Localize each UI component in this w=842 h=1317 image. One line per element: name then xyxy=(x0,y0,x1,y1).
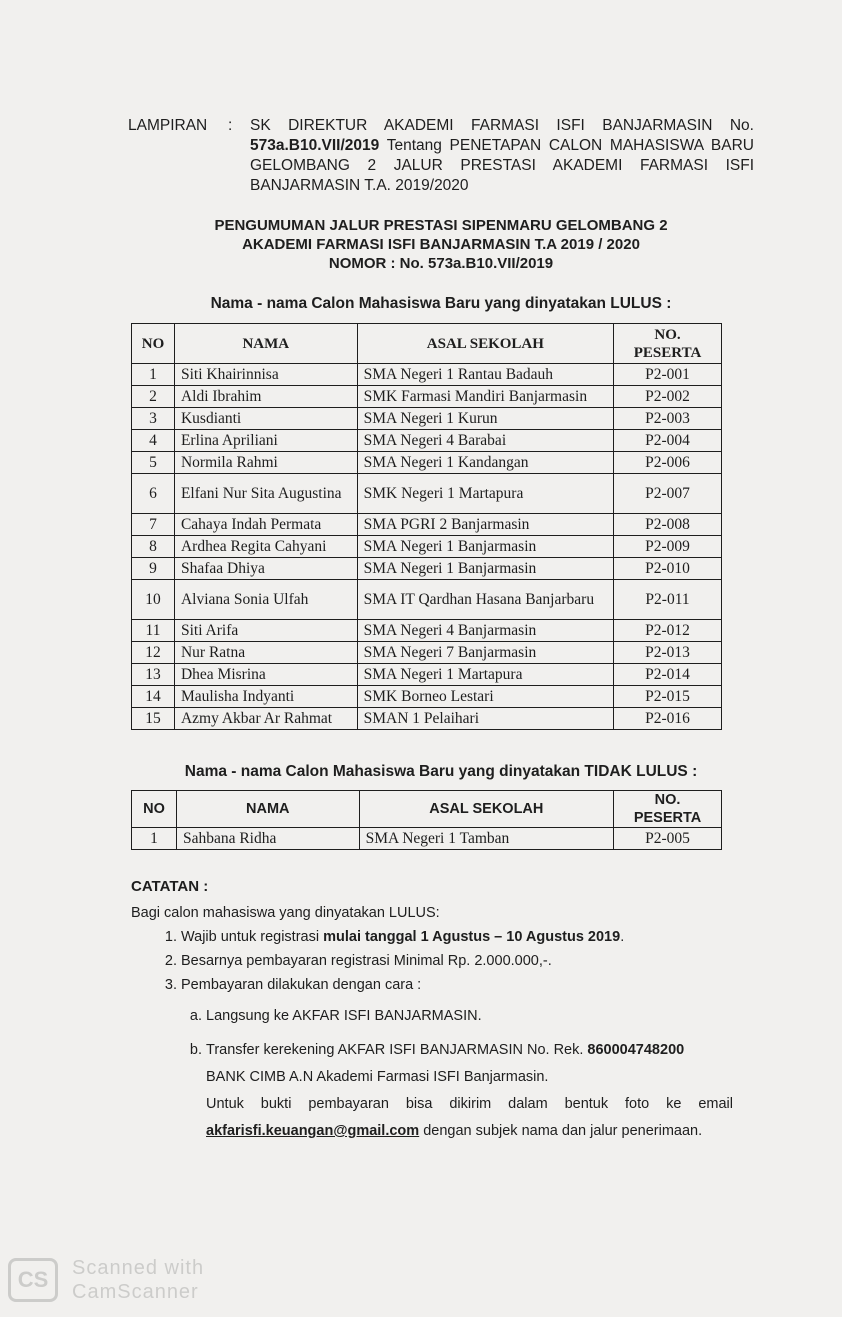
cell-sekolah: SMA IT Qardhan Hasana Banjarbaru xyxy=(357,580,613,620)
cell-no: 3 xyxy=(132,408,175,430)
table-row xyxy=(132,474,722,514)
col-header-no: NO xyxy=(132,791,177,828)
item3-text: Pembayaran dilakukan dengan cara : xyxy=(181,977,422,993)
cell-no: 7 xyxy=(132,514,175,536)
table-row xyxy=(132,408,722,430)
cell-sekolah: SMA PGRI 2 Banjarmasin xyxy=(357,514,613,536)
lampiran-text xyxy=(250,116,754,196)
cell-peserta: P2-012 xyxy=(614,620,722,642)
camscanner-logo: CS xyxy=(8,1258,58,1302)
watermark-line-2: CamScanner xyxy=(72,1281,199,1303)
item1-suffix: . xyxy=(620,929,625,945)
item1-prefix: Wajib untuk registrasi xyxy=(181,929,320,945)
cell-peserta: P2-002 xyxy=(614,386,722,408)
announcement-title xyxy=(128,216,754,273)
cell-sekolah: SMA Negeri 1 Banjarmasin xyxy=(357,536,613,558)
col-header-sekolah: ASAL SEKOLAH xyxy=(359,791,613,828)
cell-no: 5 xyxy=(132,452,175,474)
failed-heading: Nama - nama Calon Mahasiswa Baru yang dinyatakan TIDAK LULUS : xyxy=(184,763,698,780)
passed-heading: Nama - nama Calon Mahasiswa Baru yang dinyatakan LULUS : xyxy=(210,295,672,312)
watermark-text xyxy=(72,1256,204,1304)
cell-sekolah: SMK Farmasi Mandiri Banjarmasin xyxy=(357,386,613,408)
item1-dates: mulai tanggal 1 Agustus – 10 Agustus 2019 xyxy=(323,929,621,945)
table-row xyxy=(132,664,722,686)
cell-nama: Erlina Apriliani xyxy=(174,430,357,452)
notes-item-2: 2. Besarnya pembayaran registrasi Minimal Rp. 2.000.000,-. xyxy=(181,953,733,969)
cell-sekolah: SMA Negeri 4 Barabai xyxy=(357,430,613,452)
cell-peserta: P2-008 xyxy=(614,514,722,536)
cell-sekolah: SMK Negeri 1 Martapura xyxy=(357,474,613,514)
lampiran-number: 573a.B10.VII/2019 xyxy=(250,137,380,154)
payment-method-b xyxy=(206,1037,733,1145)
notes-intro: Bagi calon mahasiswa yang dinyatakan LULUS: xyxy=(131,905,440,921)
cell-sekolah: SMA Negeri 1 Kandangan xyxy=(357,452,613,474)
lampiran-text-1: SK DIREKTUR AKADEMI FARMASI ISFI BANJARMASIN No. xyxy=(250,117,754,134)
cell-no: 12 xyxy=(132,642,175,664)
cell-nama: Normila Rahmi xyxy=(174,452,357,474)
table-row xyxy=(132,686,722,708)
proof-instruction: Untuk bukti pembayaran bisa dikirim dalam bentuk foto ke email xyxy=(206,1096,733,1112)
cell-no: 15 xyxy=(132,708,175,730)
cell-nama: Shafaa Dhiya xyxy=(174,558,357,580)
cell-nama: Siti Arifa xyxy=(174,620,357,642)
title-line-2: AKADEMI FARMASI ISFI BANJARMASIN T.A 2019 / 2020 xyxy=(242,236,640,253)
cell-sekolah: SMA Negeri 4 Banjarmasin xyxy=(357,620,613,642)
table-row xyxy=(132,642,722,664)
lampiran-block xyxy=(128,116,754,196)
watermark-line-1: Scanned with xyxy=(72,1257,205,1279)
bank-name: BANK CIMB A.N Akademi Farmasi ISFI Banjarmasin. xyxy=(206,1069,549,1085)
col-header-nama: NAMA xyxy=(176,791,359,828)
table-row xyxy=(132,514,722,536)
table-row xyxy=(132,364,722,386)
col-header-peserta: NO. PESERTA xyxy=(614,324,722,364)
table-row xyxy=(132,558,722,580)
notes-item-3 xyxy=(181,977,733,1145)
cell-sekolah: SMAN 1 Pelaihari xyxy=(357,708,613,730)
cell-sekolah: SMA Negeri 1 Martapura xyxy=(357,664,613,686)
cell-sekolah: SMA Negeri 7 Banjarmasin xyxy=(357,642,613,664)
cell-nama: Ardhea Regita Cahyani xyxy=(174,536,357,558)
table-row xyxy=(132,452,722,474)
cell-nama: Kusdianti xyxy=(174,408,357,430)
cell-peserta: P2-007 xyxy=(614,474,722,514)
table-row xyxy=(132,708,722,730)
cell-nama: Aldi Ibrahim xyxy=(174,386,357,408)
col-header-nama: NAMA xyxy=(174,324,357,364)
notes-list xyxy=(131,929,733,1145)
email-link[interactable]: akfarisfi.keuangan@gmail.com xyxy=(206,1123,420,1139)
cell-nama: Maulisha Indyanti xyxy=(174,686,357,708)
cell-nama: Cahaya Indah Permata xyxy=(174,514,357,536)
cell-nama: Azmy Akbar Ar Rahmat xyxy=(174,708,357,730)
cell-peserta: P2-003 xyxy=(614,408,722,430)
lampiran-colon: : xyxy=(228,117,233,134)
cell-no: 11 xyxy=(132,620,175,642)
cell-peserta: P2-013 xyxy=(614,642,722,664)
cell-sekolah: SMA Negeri 1 Kurun xyxy=(357,408,613,430)
cell-nama: Dhea Misrina xyxy=(174,664,357,686)
cell-peserta: P2-011 xyxy=(614,580,722,620)
col-header-sekolah: ASAL SEKOLAH xyxy=(357,324,613,364)
table-row xyxy=(132,386,722,408)
cell-peserta: P2-009 xyxy=(614,536,722,558)
table-row xyxy=(132,536,722,558)
cell-nama: Alviana Sonia Ulfah xyxy=(174,580,357,620)
cell-no: 14 xyxy=(132,686,175,708)
cell-nama: Elfani Nur Sita Augustina xyxy=(174,474,357,514)
notes-section xyxy=(131,878,733,1153)
cell-sekolah: SMA Negeri 1 Rantau Badauh xyxy=(357,364,613,386)
cell-nama: Siti Khairinnisa xyxy=(174,364,357,386)
failed-table xyxy=(131,790,722,850)
table-row xyxy=(132,430,722,452)
cell-no: 8 xyxy=(132,536,175,558)
cell-no: 9 xyxy=(132,558,175,580)
col-header-peserta: NO. PESERTA xyxy=(614,791,722,828)
cell-nama: Sahbana Ridha xyxy=(176,828,359,850)
table-row xyxy=(132,828,722,850)
payment-method-a: a. Langsung ke AKFAR ISFI BANJARMASIN. xyxy=(206,1003,733,1030)
cell-no: 13 xyxy=(132,664,175,686)
cell-no: 2 xyxy=(132,386,175,408)
cell-peserta: P2-016 xyxy=(614,708,722,730)
cell-peserta: P2-006 xyxy=(614,452,722,474)
cell-no: 1 xyxy=(132,364,175,386)
lampiran-label: LAMPIRAN xyxy=(128,117,208,134)
table-row xyxy=(132,580,722,620)
payment-methods-list xyxy=(181,1003,733,1145)
account-number: 860004748200 xyxy=(587,1042,685,1058)
cell-no: 10 xyxy=(132,580,175,620)
cell-peserta: P2-005 xyxy=(614,828,722,850)
lampiran-text-2: Tentang PENETAPAN CALON MAHASISWA BARU GELOMBANG 2 JALUR PRESTASI AKADEMI FARMASI ISFI BANJARMASIN T.A. 2019/2020 xyxy=(250,137,754,194)
cell-peserta: P2-015 xyxy=(614,686,722,708)
cell-sekolah: SMK Borneo Lestari xyxy=(357,686,613,708)
cell-peserta: P2-014 xyxy=(614,664,722,686)
cell-sekolah: SMA Negeri 1 Banjarmasin xyxy=(357,558,613,580)
passed-table-header xyxy=(132,324,722,364)
col-header-no: NO xyxy=(132,324,175,364)
cell-sekolah: SMA Negeri 1 Tamban xyxy=(359,828,613,850)
table-row xyxy=(132,620,722,642)
camscanner-watermark xyxy=(8,1256,204,1304)
email-suffix: dengan subjek nama dan jalur penerimaan. xyxy=(423,1123,703,1139)
cell-no: 4 xyxy=(132,430,175,452)
cell-peserta: P2-010 xyxy=(614,558,722,580)
proof-text xyxy=(206,1091,733,1145)
cell-nama: Nur Ratna xyxy=(174,642,357,664)
passed-table xyxy=(131,323,722,730)
title-line-3: NOMOR : No. 573a.B10.VII/2019 xyxy=(328,255,554,272)
cell-no: 1 xyxy=(132,828,177,850)
cell-no: 6 xyxy=(132,474,175,514)
cell-peserta: P2-004 xyxy=(614,430,722,452)
notes-item-1 xyxy=(181,929,733,945)
failed-table-header xyxy=(132,791,722,828)
title-line-1: PENGUMUMAN JALUR PRESTASI SIPENMARU GELOMBANG 2 xyxy=(214,217,668,234)
notes-heading: CATATAN : xyxy=(131,878,209,895)
transfer-text: Transfer kerekening AKFAR ISFI BANJARMASIN No. Rek. xyxy=(206,1042,584,1058)
cell-peserta: P2-001 xyxy=(614,364,722,386)
